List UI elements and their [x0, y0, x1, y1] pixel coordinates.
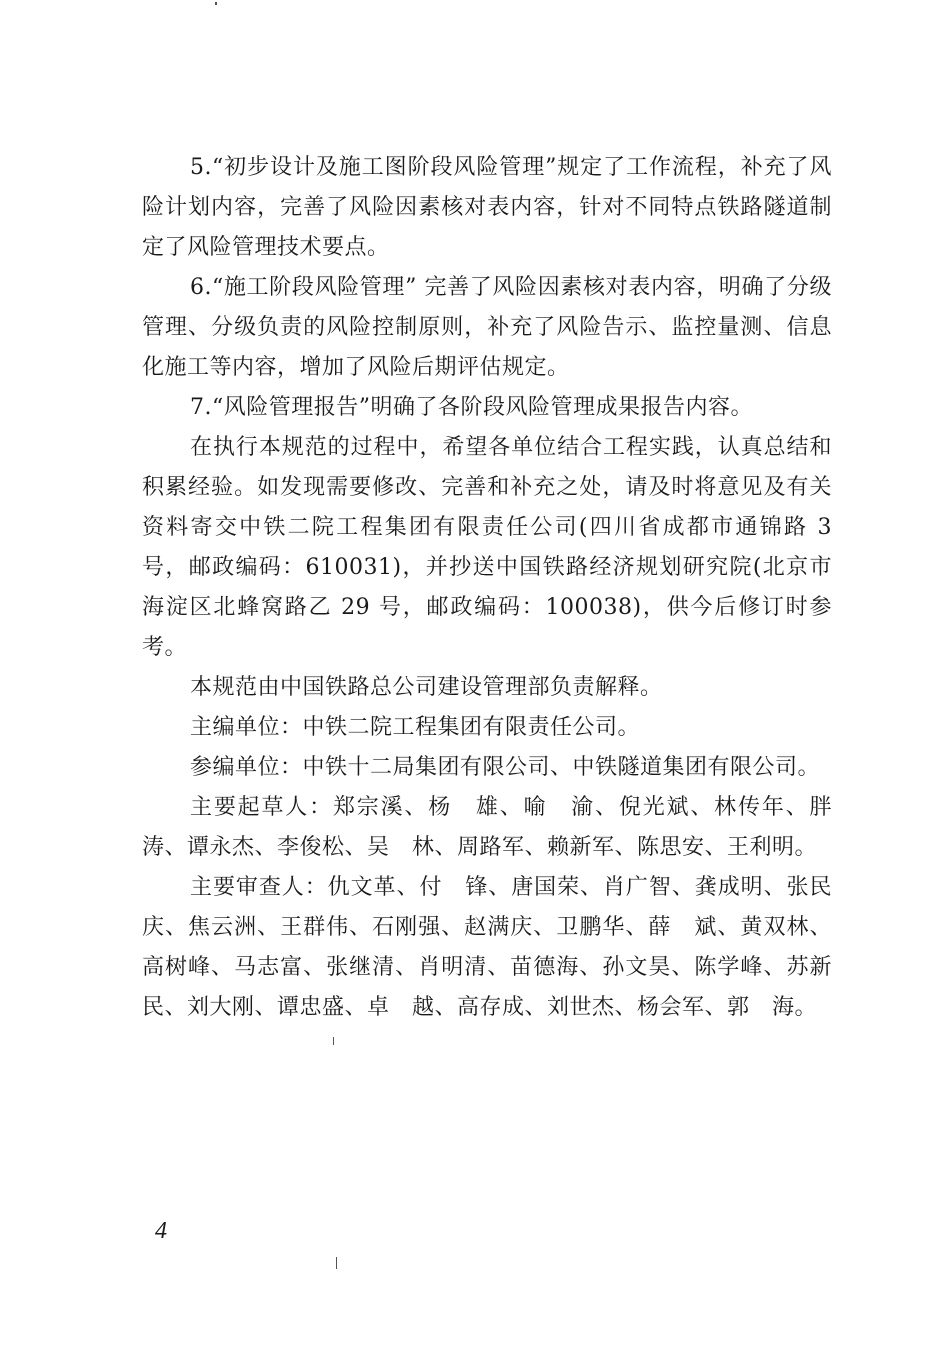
paragraph-co-editors: 参编单位：中铁十二局集团有限公司、中铁隧道集团有限公司。	[190, 755, 821, 780]
paragraph-interpretation: 本规范由中国铁路总公司建设管理部负责解释。	[190, 675, 663, 700]
paragraph-item-7: 7.“风险管理报告”明确了各阶段风险管理成果报告内容。	[190, 395, 753, 420]
scan-speck-top	[215, 2, 217, 5]
paragraph-item-5: 5.“初步设计及施工图阶段风险管理”规定了工作流程，补充了风险计划内容，完善了风险因素核对表内容，针对不同特点铁路隧道制定了风险管理技术要点。	[142, 155, 832, 260]
scan-speck-middle	[333, 1037, 334, 1045]
body-text	[142, 148, 855, 1028]
paragraph-chief-editor: 主编单位：中铁二院工程集团有限责任公司。	[190, 715, 641, 740]
paragraph-main-drafters: 主要起草人：郑宗溪、杨 雄、喻 渝、倪光斌、林传年、胖 涛、谭永杰、李俊松、吴 林、周路军、赖新军、陈思安、王利明。	[142, 795, 855, 860]
page-number: 4	[155, 1218, 167, 1244]
scan-speck-bottom	[336, 1257, 337, 1269]
paragraph-feedback-request: 在执行本规范的过程中，希望各单位结合工程实践，认真总结和积累经验。如发现需要修改、完善和补充之处，请及时将意见及有关资料寄交中铁二院工程集团有限责任公司(四川省成都市通锦路 3 号，邮政编码：610031)，并抄送中国铁路经济规划研究院(北京市海淀区北蜂窝路乙 29 号，邮政编码：100038)，供今后修订时参考。	[142, 435, 832, 660]
paragraph-main-reviewers: 主要审查人：仇文革、付 锋、唐国荣、肖广智、龚成明、张民庆、焦云洲、王群伟、石刚强、赵满庆、卫鹏华、薛 斌、黄双林、高树峰、马志富、张继清、肖明清、苗德海、孙文昊、陈学峰、苏新民、刘大刚、谭忠盛、卓 越、高存成、刘世杰、杨会军、郭 海。	[142, 875, 832, 1020]
paragraph-item-6: 6.“施工阶段风险管理” 完善了风险因素核对表内容，明确了分级管理、分级负责的风险控制原则，补充了风险告示、监控量测、信息化施工等内容，增加了风险后期评估规定。	[142, 275, 832, 380]
